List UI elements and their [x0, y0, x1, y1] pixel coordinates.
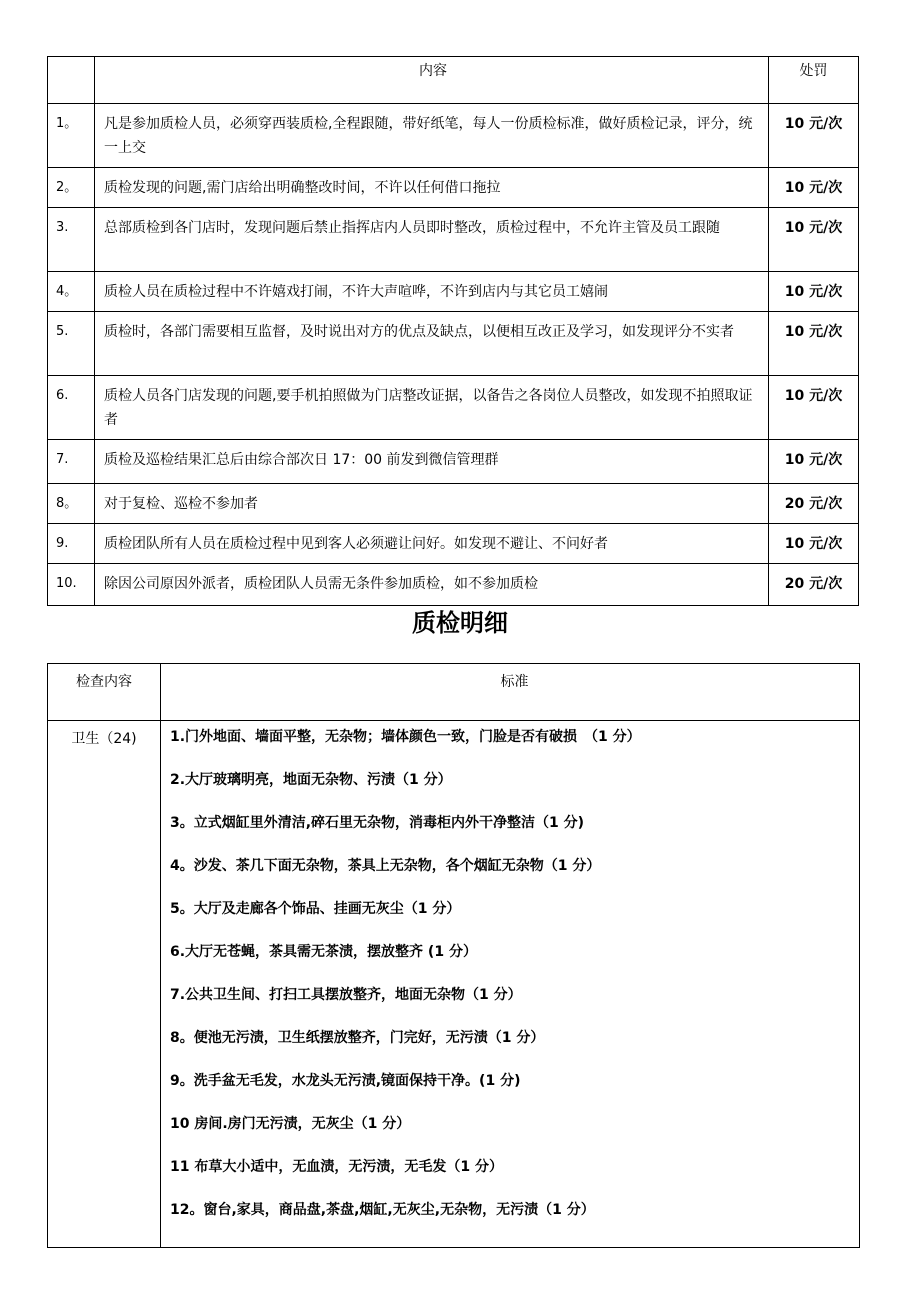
row-content: 除因公司原因外派者，质检团队人员需无条件参加质检，如不参加质检 — [95, 564, 769, 606]
row-num: 5. — [48, 312, 95, 376]
criterion-item: 6.大厅无苍蝇，茶具需无茶渍，摆放整齐 (1 分） — [170, 944, 477, 960]
row-content: 质检及巡检结果汇总后由综合部次日 17：00 前发到微信管理群 — [95, 440, 769, 484]
table-row — [48, 440, 859, 484]
table-row — [48, 524, 859, 564]
row-num: 4。 — [48, 272, 95, 312]
row-content: 质检人员在质检过程中不许嬉戏打闹，不许大声喧哗，不许到店内与其它员工嬉闹 — [95, 272, 769, 312]
table-row — [48, 208, 859, 272]
criterion-item: 9。洗手盆无毛发，水龙头无污渍,镜面保持干净。(1 分) — [170, 1073, 521, 1089]
criterion-item: 11 布草大小适中，无血渍，无污渍，无毛发（1 分） — [170, 1159, 503, 1175]
row-content: 凡是参加质检人员，必须穿西装质检,全程跟随，带好纸笔，每人一份质检标准，做好质检记录，评分，统一上交 — [95, 104, 769, 168]
row-content: 质检发现的问题,需门店给出明确整改时间，不许以任何借口拖拉 — [95, 168, 769, 208]
row-fine: 10 元/次 — [769, 312, 859, 376]
row-fine: 10 元/次 — [769, 440, 859, 484]
row-fine: 10 元/次 — [769, 272, 859, 312]
table-row — [48, 168, 859, 208]
category-label: 卫生（24) — [48, 721, 161, 1248]
row-num: 7. — [48, 440, 95, 484]
criterion-item: 7.公共卫生间、打扫工具摆放整齐，地面无杂物（1 分） — [170, 987, 522, 1003]
header-item: 检查内容 — [48, 664, 161, 721]
row-fine: 10 元/次 — [769, 168, 859, 208]
table-row — [48, 564, 859, 606]
table-row — [48, 484, 859, 524]
criteria-list — [161, 721, 860, 1248]
table-row — [48, 312, 859, 376]
row-num: 2。 — [48, 168, 95, 208]
row-num: 8。 — [48, 484, 95, 524]
row-num: 1。 — [48, 104, 95, 168]
inspection-detail-table — [47, 663, 860, 1248]
row-content: 质检时，各部门需要相互监督，及时说出对方的优点及缺点，以便相互改正及学习，如发现评分不实者 — [95, 312, 769, 376]
row-num: 3. — [48, 208, 95, 272]
table-row — [48, 721, 860, 1248]
header-content: 内容 — [95, 57, 769, 104]
row-num: 9. — [48, 524, 95, 564]
table-row — [48, 104, 859, 168]
row-num: 6. — [48, 376, 95, 440]
row-content: 质检团队所有人员在质检过程中见到客人必须避让问好。如发现不避让、不问好者 — [95, 524, 769, 564]
row-fine: 10 元/次 — [769, 208, 859, 272]
penalty-table-header — [48, 57, 859, 104]
row-content: 对于复检、巡检不参加者 — [95, 484, 769, 524]
row-fine: 10 元/次 — [769, 104, 859, 168]
row-fine: 10 元/次 — [769, 376, 859, 440]
detail-table-header — [48, 664, 860, 721]
row-fine: 20 元/次 — [769, 484, 859, 524]
row-fine: 10 元/次 — [769, 524, 859, 564]
criterion-item: 3。立式烟缸里外清洁,碎石里无杂物，消毒柜内外干净整洁（1 分) — [170, 815, 585, 831]
header-standard: 标准 — [161, 664, 860, 721]
criterion-item: 2.大厅玻璃明亮，地面无杂物、污渍（1 分） — [170, 772, 452, 788]
row-num: 10. — [48, 564, 95, 606]
row-content: 质检人员各门店发现的问题,要手机拍照做为门店整改证据，以备告之各岗位人员整改，如发现不拍照取证者 — [95, 376, 769, 440]
penalty-table — [47, 56, 859, 606]
criterion-item: 5。大厅及走廊各个饰品、挂画无灰尘（1 分） — [170, 901, 461, 917]
criterion-item: 12。窗台,家具，商品盘,茶盘,烟缸,无灰尘,无杂物，无污渍（1 分） — [170, 1202, 595, 1218]
header-num — [48, 57, 95, 104]
criterion-item: 10 房间.房门无污渍，无灰尘（1 分） — [170, 1116, 411, 1132]
header-fine: 处罚 — [769, 57, 859, 104]
section-title: 质检明细 — [412, 609, 508, 637]
criterion-item: 8。便池无污渍，卫生纸摆放整齐，门完好，无污渍（1 分） — [170, 1030, 545, 1046]
table-row — [48, 272, 859, 312]
row-fine: 20 元/次 — [769, 564, 859, 606]
criterion-item: 4。沙发、茶几下面无杂物，茶具上无杂物，各个烟缸无杂物（1 分） — [170, 858, 601, 874]
row-content: 总部质检到各门店时，发现问题后禁止指挥店内人员即时整改，质检过程中，不允许主管及员工跟随 — [95, 208, 769, 272]
table-row — [48, 376, 859, 440]
criterion-item: 1.门外地面、墙面平整，无杂物；墙体颜色一致，门脸是否有破损 （1 分） — [170, 729, 641, 745]
